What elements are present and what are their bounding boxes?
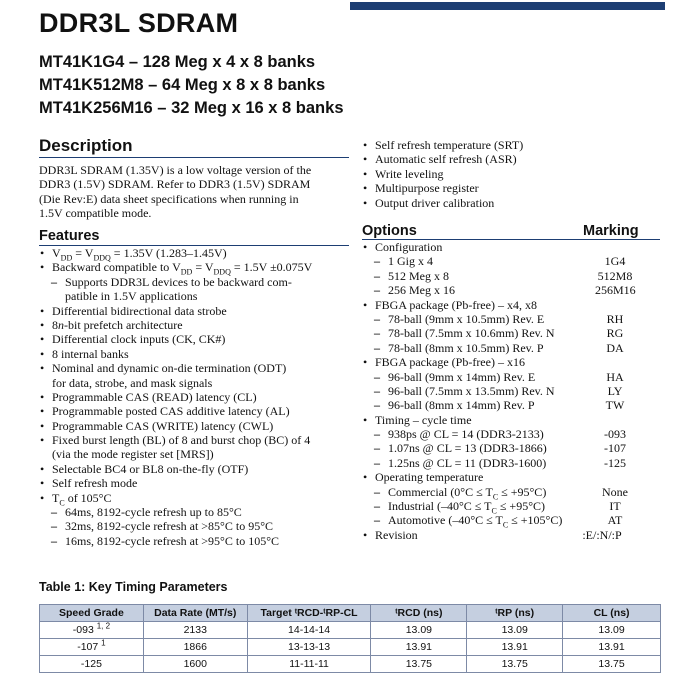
feature-banks: • 8 internal banks [39,347,312,361]
feature-refresh-line: – 64ms, 8192-cycle refresh up to 85°C [39,505,312,519]
description-body [39,163,311,221]
description-line: 1.5V compatible mode. [39,206,152,221]
option-mark: 256M16 [595,283,636,298]
cell-cl: 13.09 [563,622,661,639]
cell-cl: 13.75 [563,656,661,673]
option-item: – 1.25ns @ CL = 11 (DDR3-1600) -125 [362,456,562,470]
description-line: DDR3L SDRAM (1.35V) is a low voltage version of the [39,163,312,177]
option-mark: RG [606,326,624,341]
feature-write-leveling: • Write leveling [362,167,523,181]
part-number-x16: MT41K256M16 – 32 Meg x 16 x 8 banks [39,99,344,117]
cell-rate: 2133 [143,622,247,639]
option-revision: • Revision :E/:N/:P [362,528,562,542]
option-mark: HA [606,369,624,384]
option-mark: :E/:N/:P [582,527,622,542]
feature-support-line: patible in 1.5V applications [65,289,198,304]
option-item: – Automotive $(-40^\circ C \le T_C \le +105^\circ C)$ AT [362,513,562,527]
cell-rate: 1866 [143,639,247,656]
description-rule [39,157,349,158]
cell-cl: 13.91 [563,639,661,656]
feature-refresh-line: – 16ms, 8192-cycle refresh at >95°C to 105°C [39,534,312,548]
feature-backward-compatible: • Backward compatible to $V_{DD} = V_{DDQ} = 1.5V \pm 0.075V$ [39,260,312,274]
table-header-row [40,605,661,622]
cell-target: 11-11-11 [247,656,371,673]
feature-burst: • Fixed burst length (BL) of 8 and burst chop (BC) of 4 [39,433,312,447]
option-mark: LY [607,383,623,398]
header-data-rate: Data Rate (MT/s) [143,605,247,622]
feature-vdd: • $V_{DD} = V_{DDQ} = 1.35V$ (1.283–1.45V) [39,246,312,260]
option-mark: 512M8 [597,268,633,283]
description-heading: Description [39,136,133,155]
cell-speed: -107 $^1$ [40,639,144,656]
option-mark: None [602,484,628,499]
cell-rate: 1600 [143,656,247,673]
option-item: – Commercial $(0^\circ C \le T_C \le +95^\circ C)$ None [362,485,562,499]
description-line: DDR3 (1.5V) SDRAM. Refer to DDR3 (1.5V) SDRAM [39,177,311,192]
cell-speed: -125 [40,656,144,673]
option-mark: -125 [604,455,626,470]
option-item: – 512 Meg x 8 512M8 [362,269,562,283]
feature-asr: • Automatic self refresh (ASR) [362,152,523,166]
option-mark: TW [605,398,625,413]
table-row [40,622,661,639]
option-mark: IT [609,499,621,514]
feature-prefetch: • 8n-bit prefetch architecture [39,318,312,332]
header-trcd: ᵗRCD (ns) [371,605,467,622]
description-line: (Die Rev:E) data sheet specifications when running in [39,191,299,206]
cell-trp: 13.75 [467,656,563,673]
feature-diff-strobe: • Differential bidirectional data strobe [39,304,312,318]
feature-clock: • Differential clock inputs (CK, CK#) [39,332,312,346]
cell-target: 14-14-14 [247,622,371,639]
part-number-x4: MT41K1G4 – 128 Meg x 4 x 8 banks [39,53,316,71]
cell-speed: -093 $^{1, 2}$ [40,622,144,639]
option-fbga-x4-x8: • FBGA package (Pb-free) – x4, x8 [362,298,562,312]
cell-target: 13-13-13 [247,639,371,656]
header-cl: CL (ns) [563,605,661,622]
option-timing: • Timing – cycle time [362,413,562,427]
header-speed-grade: Speed Grade [40,605,144,622]
header-trp: ᵗRP (ns) [467,605,563,622]
cell-trcd: 13.91 [371,639,467,656]
features-heading: Features [39,228,100,244]
option-operating-temp: • Operating temperature [362,470,562,484]
header-target: Target ᵗRCD-ᵗRP-CL [247,605,371,622]
cell-trcd: 13.75 [371,656,467,673]
key-timing-table [39,604,661,673]
feature-tc: • $T_C$ of 105°C [39,491,312,505]
cell-trp: 13.91 [467,639,563,656]
feature-odt-cont: for data, strobe, and mask signals [52,375,213,390]
option-fbga-x16: • FBGA package (Pb-free) – x16 [362,355,562,369]
option-item: – 96-ball (8mm x 14mm) Rev. P TW [362,398,562,412]
option-mark: -093 [604,427,626,442]
table-row [40,639,661,656]
feature-cwl: • Programmable CAS (WRITE) latency (CWL) [39,419,312,433]
option-mark: RH [606,311,624,326]
option-configuration: • Configuration [362,240,562,254]
feature-al: • Programmable posted CAS additive latency (AL) [39,404,312,418]
options-heading: Options [362,223,417,239]
part-number-x8: MT41K512M8 – 64 Meg x 8 x 8 banks [39,76,326,94]
feature-odt: • Nominal and dynamic on-die termination (ODT) [39,361,312,375]
option-mark: -107 [604,441,626,456]
table-caption: Table 1: Key Timing Parameters [39,580,228,594]
option-item: – 78-ball (8mm x 10.5mm) Rev. P DA [362,341,562,355]
feature-srt: • Self refresh temperature (SRT) [362,138,523,152]
feature-refresh-line: – 32ms, 8192-cycle refresh at >85°C to 95°C [39,519,312,533]
feature-burst-cont: (via the mode register set [MRS]) [52,447,214,462]
table-row [40,656,661,673]
option-mark: DA [606,340,624,355]
document-title: DDR3L SDRAM [39,8,239,38]
feature-self-refresh: • Self refresh mode [39,476,312,490]
right-feature-list [362,138,523,210]
option-item: – 78-ball (7.5mm x 10.6mm) Rev. N RG [362,326,562,340]
feature-support-line: – Supports DDR3L devices to be backward com- [39,275,312,289]
option-mark: 1G4 [604,254,626,269]
option-item: – 1.07ns @ CL = 13 (DDR3-1866) -107 [362,441,562,455]
feature-driver-cal: • Output driver calibration [362,196,523,210]
marking-heading: Marking [583,223,639,239]
feature-otf: • Selectable BC4 or BL8 on-the-fly (OTF) [39,462,312,476]
options-list [362,240,636,542]
option-item: – 96-ball (9mm x 14mm) Rev. E HA [362,370,562,384]
header-bar [350,2,665,10]
feature-mpr: • Multipurpose register [362,181,523,195]
option-item: – Industrial $(-40^\circ C \le T_C \le +95^\circ C)$ IT [362,499,562,513]
cell-trp: 13.09 [467,622,563,639]
features-list [39,246,312,548]
option-item: – 1 Gig x 4 1G4 [362,254,562,268]
option-item: – 78-ball (9mm x 10.5mm) Rev. E RH [362,312,562,326]
feature-cl: • Programmable CAS (READ) latency (CL) [39,390,312,404]
option-item: – 938ps @ CL = 14 (DDR3-2133) -093 [362,427,562,441]
option-item: – 256 Meg x 16 256M16 [362,283,562,297]
option-mark: AT [607,513,623,528]
option-item: – 96-ball (7.5mm x 13.5mm) Rev. N LY [362,384,562,398]
cell-trcd: 13.09 [371,622,467,639]
